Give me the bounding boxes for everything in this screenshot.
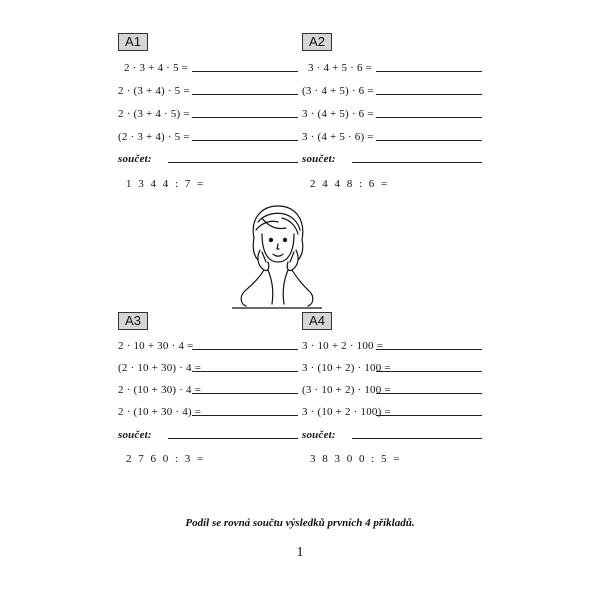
expression: (3 · 4 + 5) · 6 = — [302, 85, 374, 97]
exercise-row — [118, 404, 298, 418]
section-label: A3 — [118, 312, 148, 330]
section-label: A2 — [302, 33, 332, 51]
exercise-row — [118, 338, 298, 352]
exercise-row — [302, 382, 482, 396]
answer-line[interactable] — [376, 93, 482, 95]
expression: 3 · (10 + 2) · 100 = — [302, 362, 391, 374]
expression: 3 · 10 + 2 · 100 = — [302, 340, 384, 352]
answer-line[interactable] — [376, 392, 482, 394]
division-problem: 2 7 6 0 : 3 = — [126, 453, 206, 465]
sum-row — [118, 427, 298, 441]
expression: 3 · (4 + 5) · 6 = — [302, 108, 374, 120]
answer-line[interactable] — [192, 348, 298, 350]
sum-answer-line[interactable] — [352, 437, 482, 439]
exercise-row — [118, 360, 298, 374]
expression: 3 · (10 + 2 · 100) = — [302, 406, 391, 418]
expression: 2 · 10 + 30 · 4 = — [118, 340, 194, 352]
exercise-row — [302, 60, 482, 74]
answer-line[interactable] — [192, 370, 298, 372]
exercise-row — [302, 106, 482, 120]
sum-answer-line[interactable] — [168, 161, 298, 163]
girl-illustration — [232, 200, 322, 312]
sum-label: součet: — [118, 429, 152, 441]
answer-line[interactable] — [376, 348, 482, 350]
expression: 2 · (10 + 30 · 4) = — [118, 406, 202, 418]
exercise-row — [118, 382, 298, 396]
answer-line[interactable] — [192, 414, 298, 416]
division-problem: 3 8 3 0 0 : 5 = — [310, 453, 402, 465]
answer-line[interactable] — [376, 70, 482, 72]
sum-answer-line[interactable] — [168, 437, 298, 439]
exercise-row — [118, 106, 298, 120]
expression: (2 · 10 + 30) · 4 = — [118, 362, 202, 374]
answer-line[interactable] — [192, 139, 298, 141]
section-label: A4 — [302, 312, 332, 330]
expression: 2 · (3 + 4 · 5) = — [118, 108, 190, 120]
instruction-footer: Podíl se rovná součtu výsledků prvních 4 příkladů. — [185, 517, 415, 529]
expression: 2 · (10 + 30) · 4 = — [118, 384, 202, 396]
expression: (3 · 10 + 2) · 100 = — [302, 384, 391, 396]
sum-label: součet: — [302, 153, 336, 165]
sum-row — [302, 427, 482, 441]
answer-line[interactable] — [376, 139, 482, 141]
answer-line[interactable] — [376, 370, 482, 372]
sum-row — [302, 151, 482, 165]
answer-line[interactable] — [376, 116, 482, 118]
sum-answer-line[interactable] — [352, 161, 482, 163]
answer-line[interactable] — [192, 93, 298, 95]
exercise-row — [118, 129, 298, 143]
exercise-row — [118, 60, 298, 74]
exercise-row — [302, 129, 482, 143]
page-number: 1 — [296, 545, 304, 560]
division-problem: 2 4 4 8 : 6 = — [310, 178, 390, 190]
exercise-row — [118, 83, 298, 97]
answer-line[interactable] — [192, 70, 298, 72]
division-problem: 1 3 4 4 : 7 = — [126, 178, 206, 190]
sum-label: součet: — [302, 429, 336, 441]
expression: 3 · 4 + 5 · 6 = — [308, 62, 372, 74]
expression: 2 · 3 + 4 · 5 = — [124, 62, 188, 74]
section-label: A1 — [118, 33, 148, 51]
answer-line[interactable] — [376, 414, 482, 416]
sum-label: součet: — [118, 153, 152, 165]
exercise-row — [302, 83, 482, 97]
answer-line[interactable] — [192, 116, 298, 118]
exercise-row — [302, 338, 482, 352]
expression: 3 · (4 + 5 · 6) = — [302, 131, 374, 143]
sum-row — [118, 151, 298, 165]
exercise-row — [302, 404, 482, 418]
expression: (2 · 3 + 4) · 5 = — [118, 131, 190, 143]
expression: 2 · (3 + 4) · 5 = — [118, 85, 190, 97]
answer-line[interactable] — [192, 392, 298, 394]
exercise-row — [302, 360, 482, 374]
